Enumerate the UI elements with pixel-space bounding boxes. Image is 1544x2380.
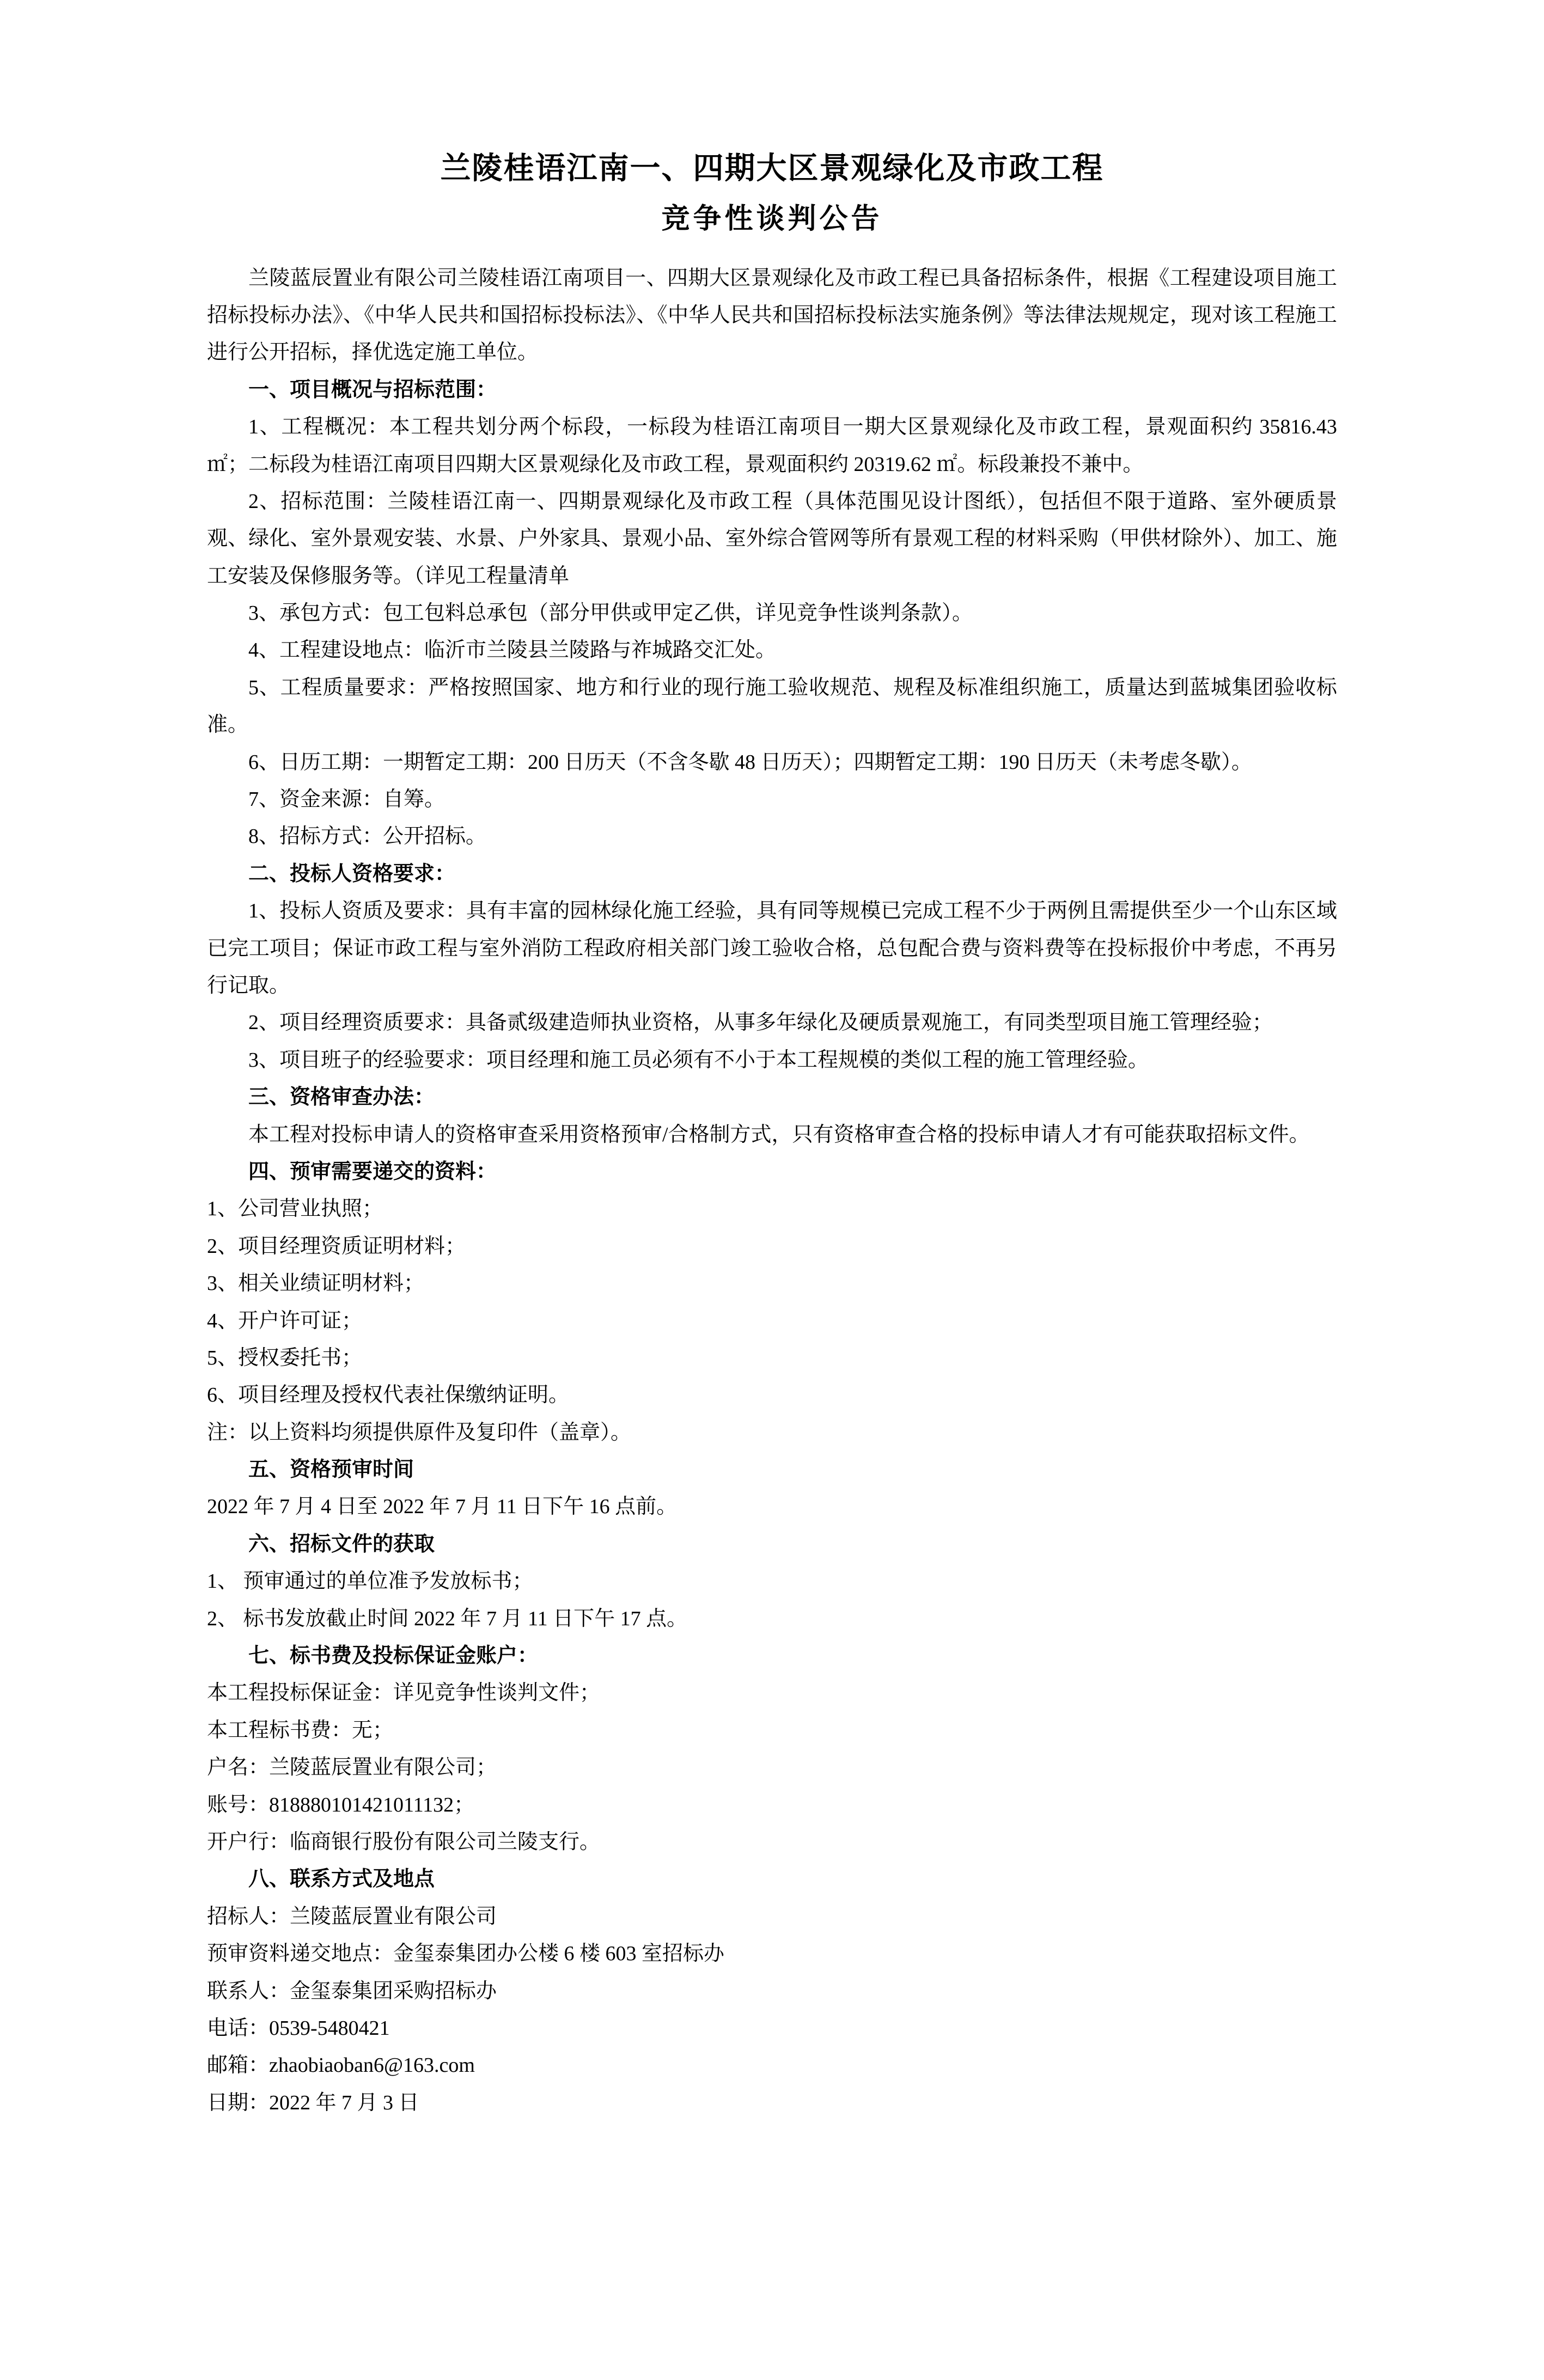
section-1-item-1: 1、工程概况：本工程共划分两个标段，一标段为桂语江南项目一期大区景观绿化及市政工程，景观面积约 35816.43 ㎡；二标段为桂语江南项目四期大区景观绿化及市政工程，景观面积约 20319.62 ㎡。标段兼投不兼中。: [207, 415, 1337, 476]
section-5-item-1: 2022 年 7 月 4 日至 2022 年 7 月 11 日下午 16 点前。: [207, 1495, 678, 1519]
section-8-tenderer: 招标人：兰陵蓝辰置业有限公司: [207, 1905, 497, 1928]
section-4-item-2: 2、项目经理资质证明材料；: [207, 1234, 466, 1258]
section-1-item-3: 3、承包方式：包工包料总承包（部分甲供或甲定乙供，详见竞争性谈判条款）。: [248, 602, 973, 625]
section-heading-2: 二、投标人资格要求：: [248, 862, 456, 885]
section-heading-5: 五、资格预审时间: [248, 1458, 414, 1482]
section-7-item-1: 本工程投标保证金：详见竞争性谈判文件；: [207, 1681, 601, 1705]
section-1-item-2: 2、招标范围：兰陵桂语江南一、四期景观绿化及市政工程（具体范围见设计图纸），包括但不限于道路、室外硬质景观、绿化、室外景观安装、水景、户外家具、景观小品、室外综合管网等所有景观工程的材料采购（甲供材除外）、加工、施工安装及保修服务等。（详见工程量清单: [207, 490, 1337, 588]
section-1-item-5: 5、工程质量要求：严格按照国家、地方和行业的现行施工验收规范、规程及标准组织施工，质量达到蓝城集团验收标准。: [207, 676, 1337, 737]
section-4-note: 注：以上资料均须提供原件及复印件（盖章）。: [207, 1421, 632, 1444]
section-2-item-1: 1、投标人资质及要求：具有丰富的园林绿化施工经验，具有同等规模已完成工程不少于两例且需提供至少一个山东区域已完工项目；保证市政工程与室外消防工程政府相关部门竣工验收合格，总包配合费与资料费等在投标报价中考虑，不再另行记取。: [207, 900, 1337, 997]
section-heading-1: 一、项目概况与招标范围：: [248, 378, 497, 401]
page-subtitle: 竞争性谈判公告: [661, 204, 883, 235]
section-heading-7: 七、标书费及投标保证金账户：: [248, 1644, 539, 1668]
section-4-item-3: 3、相关业绩证明材料；: [207, 1272, 425, 1295]
section-6-item-1: 1、 预审通过的单位准予发放标书；: [207, 1570, 533, 1593]
section-8-email: 邮箱：zhaobiaoban6@163.com: [207, 2054, 475, 2077]
section-heading-8: 八、联系方式及地点: [248, 1868, 435, 1891]
section-heading-4: 四、预审需要递交的资料：: [248, 1160, 497, 1183]
section-8-contact-person: 联系人：金玺泰集团采购招标办: [207, 1979, 497, 2003]
section-7-account-number: 账号：818880101421011132；: [207, 1793, 475, 1816]
section-8-submission-address: 预审资料递交地点：金玺泰集团办公楼 6 楼 603 室招标办: [207, 1942, 725, 1966]
section-2-item-3: 3、项目班子的经验要求：项目经理和施工员必须有不小于本工程规模的类似工程的施工管理经验。: [248, 1048, 1149, 1072]
section-heading-6: 六、招标文件的获取: [248, 1532, 435, 1556]
intro-paragraph: 兰陵蓝辰置业有限公司兰陵桂语江南项目一、四期大区景观绿化及市政工程已具备招标条件，根据《工程建设项目施工招标投标办法》、《中华人民共和国招标投标法》、《中华人民共和国招标投标法实施条例》等法律法规规定，现对该工程施工进行公开招标，择优选定施工单位。: [207, 266, 1337, 364]
section-8-date: 日期：2022 年 7 月 3 日: [207, 2091, 419, 2114]
section-7-item-2: 本工程标书费：无；: [207, 1718, 394, 1742]
section-4-item-1: 1、公司营业执照；: [207, 1197, 383, 1221]
section-1-item-7: 7、资金来源：自筹。: [248, 788, 445, 811]
section-6-item-2: 2、 标书发放截止时间 2022 年 7 月 11 日下午 17 点。: [207, 1607, 688, 1630]
section-4-item-5: 5、授权委托书；: [207, 1346, 363, 1369]
page-title: 兰陵桂语江南一、四期大区景观绿化及市政工程: [440, 152, 1104, 186]
section-1-item-8: 8、招标方式：公开招标。: [248, 825, 487, 848]
section-1-item-6: 6、日历工期：一期暂定工期：200 日历天（不含冬歇 48 日历天）；四期暂定工期：190 日历天（未考虑冬歇）。: [248, 750, 1253, 774]
section-1-item-4: 4、工程建设地点：临沂市兰陵县兰陵路与祚城路交汇处。: [248, 639, 777, 662]
section-2-item-2: 2、项目经理资质要求：具备贰级建造师执业资格，从事多年绿化及硬质景观施工，有同类型项目施工管理经验；: [248, 1011, 1273, 1035]
section-8-phone: 电话：0539-5480421: [207, 2016, 390, 2040]
section-4-item-6: 6、项目经理及授权代表社保缴纳证明。: [207, 1384, 570, 1407]
section-heading-3: 三、资格审查办法：: [248, 1086, 435, 1109]
section-4-item-4: 4、开户许可证；: [207, 1309, 363, 1332]
document-body: [207, 260, 1337, 2122]
section-3-item-1: 本工程对投标申请人的资格审查采用资格预审/合格制方式，只有资格审查合格的投标申请人才有可能获取招标文件。: [248, 1123, 1310, 1146]
section-7-bank: 开户行：临商银行股份有限公司兰陵支行。: [207, 1830, 601, 1853]
section-7-account-name: 户名：兰陵蓝辰置业有限公司；: [207, 1756, 497, 1779]
